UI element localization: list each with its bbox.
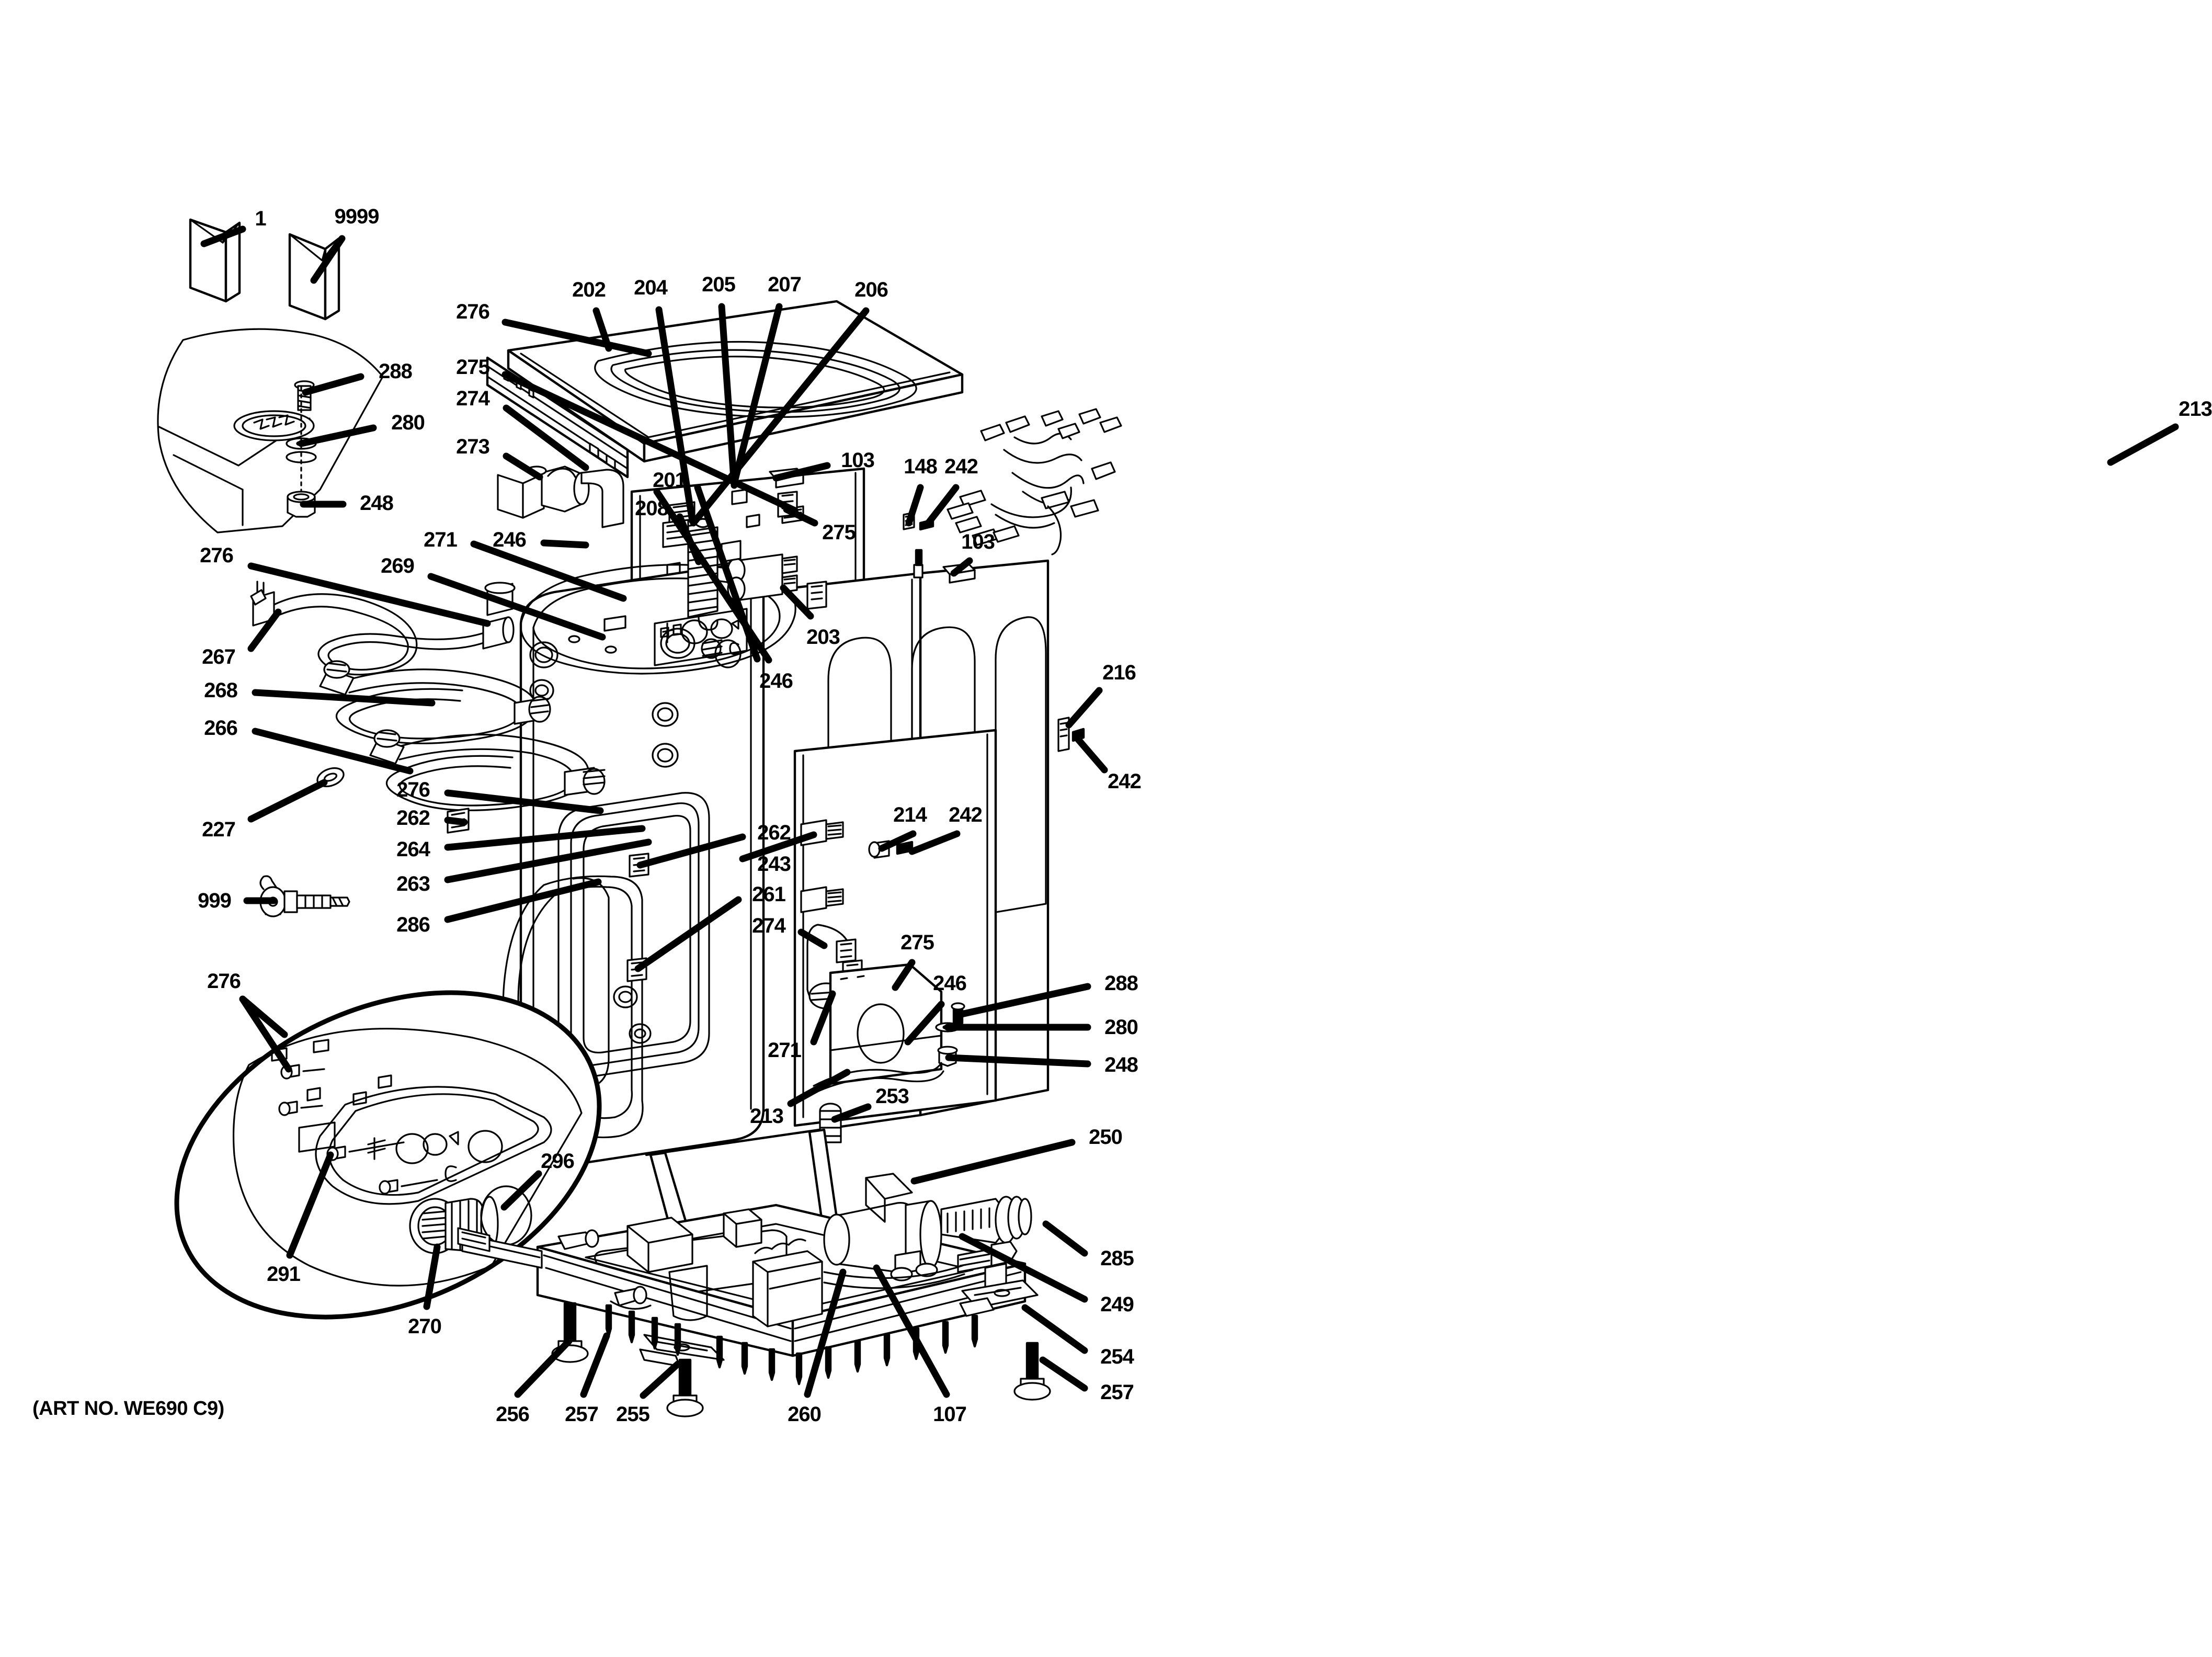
callout-248: 248 (1104, 1053, 1138, 1076)
callout-227: 227 (202, 818, 235, 841)
callout-255: 255 (616, 1403, 649, 1426)
leader-line (1069, 690, 1099, 725)
leader-line (448, 820, 464, 822)
callout-205: 205 (702, 273, 735, 296)
callout-274: 274 (456, 387, 489, 410)
callout-286: 286 (396, 913, 430, 936)
callout-275: 275 (456, 356, 489, 379)
callout-208: 208 (635, 497, 668, 520)
callout-253: 253 (875, 1085, 909, 1108)
callout-103: 103 (961, 530, 995, 553)
callout-214: 214 (893, 803, 927, 826)
callout-260: 260 (788, 1403, 821, 1426)
callout-269: 269 (381, 554, 414, 577)
leader-line (251, 566, 487, 623)
leader-line (584, 1336, 607, 1394)
leader-line (643, 1364, 678, 1395)
leader-line (518, 1341, 569, 1394)
callout-148: 148 (904, 455, 937, 478)
callout-248: 248 (360, 492, 393, 515)
callout-999: 999 (198, 889, 231, 912)
callout-246: 246 (759, 669, 793, 693)
callout-256: 256 (496, 1403, 529, 1426)
leader-line (1046, 1224, 1085, 1253)
callout-242: 242 (944, 455, 978, 478)
callout-280: 280 (1104, 1016, 1138, 1039)
callout-271: 271 (768, 1039, 801, 1062)
callout-276: 276 (456, 300, 489, 323)
callout-275: 275 (822, 521, 856, 544)
leader-line (251, 782, 324, 819)
callout-242: 242 (1108, 770, 1141, 793)
callout-202: 202 (572, 278, 606, 301)
callout-9999: 9999 (334, 205, 379, 228)
callout-288: 288 (1104, 972, 1138, 995)
callout-216: 216 (1102, 661, 1136, 684)
callout-254: 254 (1100, 1345, 1134, 1368)
callout-107: 107 (933, 1403, 966, 1426)
leader-line (2111, 427, 2175, 462)
callout-270: 270 (408, 1315, 441, 1338)
leveling-foot-right (1014, 1343, 1050, 1400)
callout-213: 213 (2179, 398, 2212, 421)
callout-257: 257 (565, 1403, 598, 1426)
callout-276: 276 (207, 970, 241, 993)
callout-206: 206 (854, 278, 888, 301)
callout-262: 262 (757, 821, 791, 844)
screw-cabinet-small (914, 550, 922, 577)
callout-257: 257 (1100, 1381, 1134, 1404)
callout-203: 203 (806, 626, 840, 649)
callout-273: 273 (456, 435, 489, 458)
callout-266: 266 (204, 717, 237, 740)
callout-246: 246 (933, 972, 966, 995)
art-number-text: (ART NO. WE690 C9) (32, 1398, 224, 1420)
leader-line (914, 1142, 1072, 1181)
callout-213: 213 (750, 1105, 783, 1128)
callout-263: 263 (396, 872, 430, 895)
callout-207: 207 (768, 273, 801, 296)
callout-276: 276 (396, 778, 430, 801)
callout-275: 275 (900, 931, 934, 954)
callout-243: 243 (757, 853, 791, 876)
callout-274: 274 (752, 914, 785, 937)
anchor-bolt-999 (260, 876, 349, 916)
callout-1: 1 (255, 207, 266, 230)
callout-288: 288 (379, 360, 412, 383)
callout-296: 296 (541, 1150, 574, 1173)
callout-204: 204 (634, 276, 667, 299)
callout-280: 280 (391, 411, 425, 434)
callout-103: 103 (841, 449, 874, 472)
callout-249: 249 (1100, 1293, 1134, 1316)
callout-267: 267 (202, 645, 235, 668)
callout-285: 285 (1100, 1247, 1134, 1270)
callout-276: 276 (200, 544, 233, 567)
callout-291: 291 (267, 1263, 300, 1286)
callout-262: 262 (396, 807, 430, 830)
callout-268: 268 (204, 679, 237, 702)
callout-271: 271 (424, 528, 457, 551)
leader-line (1043, 1360, 1085, 1388)
drain-duct-273 (498, 467, 623, 527)
callout-261: 261 (752, 883, 785, 906)
callout-246: 246 (493, 528, 526, 551)
callout-264: 264 (396, 838, 430, 861)
leader-line (544, 543, 586, 545)
leader-line (1078, 740, 1104, 770)
callout-250: 250 (1089, 1126, 1122, 1149)
callout-201: 201 (653, 469, 686, 492)
callout-242: 242 (949, 803, 982, 826)
